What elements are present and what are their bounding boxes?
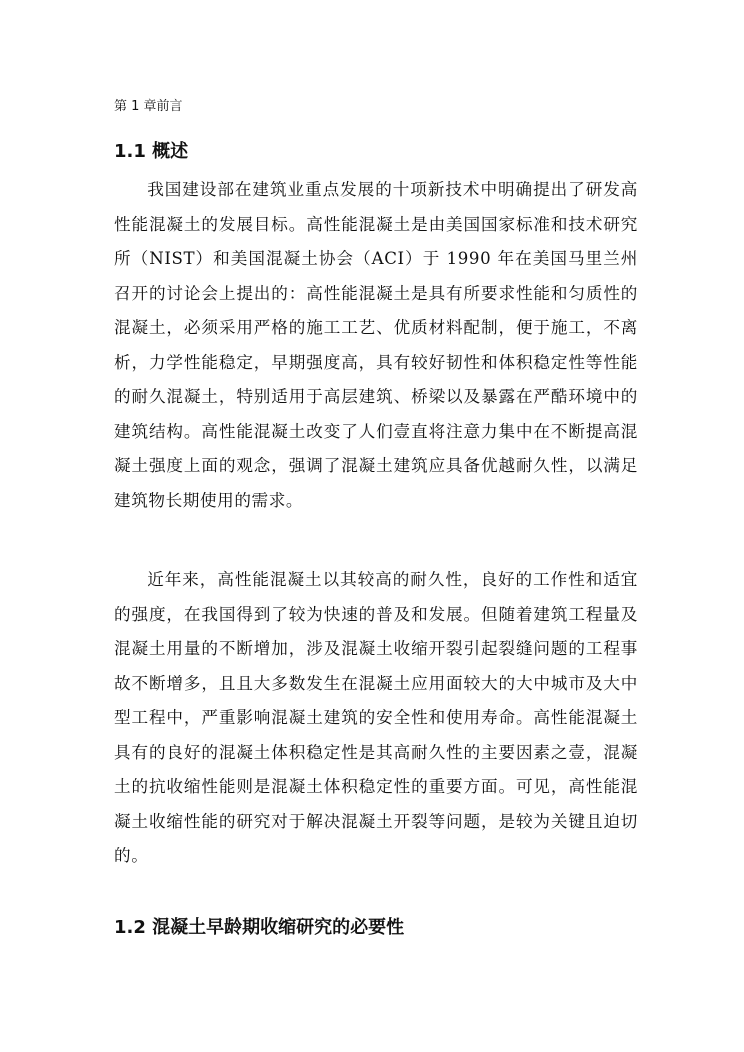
chapter-label: 第 1 章前言 (114, 99, 183, 114)
paragraph-shrinkage-importance: 近年来，高性能混凝土以其较高的耐久性，良好的工作性和适宜的强度，在我国得到了较为快速的普及和发展。但随着建筑工程量及混凝土用量的不断增加，涉及混凝土收缩开裂引起裂缝问题的工程事故不断增多，且且大多数发生在混凝土应用面较大的大中城市及大中型工程中，严重影响混凝土建筑的安全性和使用寿命。高性能混凝土具有的良好的混凝土体积稳定性是其高耐久性的主要因素之壹，混凝土的抗收缩性能则是混凝土体积稳定性的重要方面。可见，高性能混凝土收缩性能的研究对于解决混凝土开裂等问题，是较为关键且迫切的。 (114, 570, 638, 865)
section-heading-early-age-shrinkage: 1.2 混凝土早龄期收缩研究的必要性 (114, 917, 405, 938)
section-heading-overview: 1.1 概述 (114, 141, 189, 162)
paragraph-hpc-definition: 我国建设部在建筑业重点发展的十项新技术中明确提出了研发高性能混凝土的发展目标。高性能混凝土是由美国国家标准和技术研究所（NIST）和美国混凝土协会（ACI）于 1990 年在美国马里兰州召开的讨论会上提出的：高性能混凝土是具有所要求性能和匀质性的混凝土，必须采用严格的施工工艺、优质材料配制，便于施工，不离析，力学性能稳定，早期强度高，具有较好韧性和体积稳定性等性能的耐久混凝土，特别适用于高层建筑、桥梁以及暴露在严酷环境中的建筑结构。高性能混凝土改变了人们壹直将注意力集中在不断提高混凝土强度上面的观念，强调了混凝土建筑应具备优越耐久性，以满足建筑物长期使用的需求。 (114, 180, 638, 510)
